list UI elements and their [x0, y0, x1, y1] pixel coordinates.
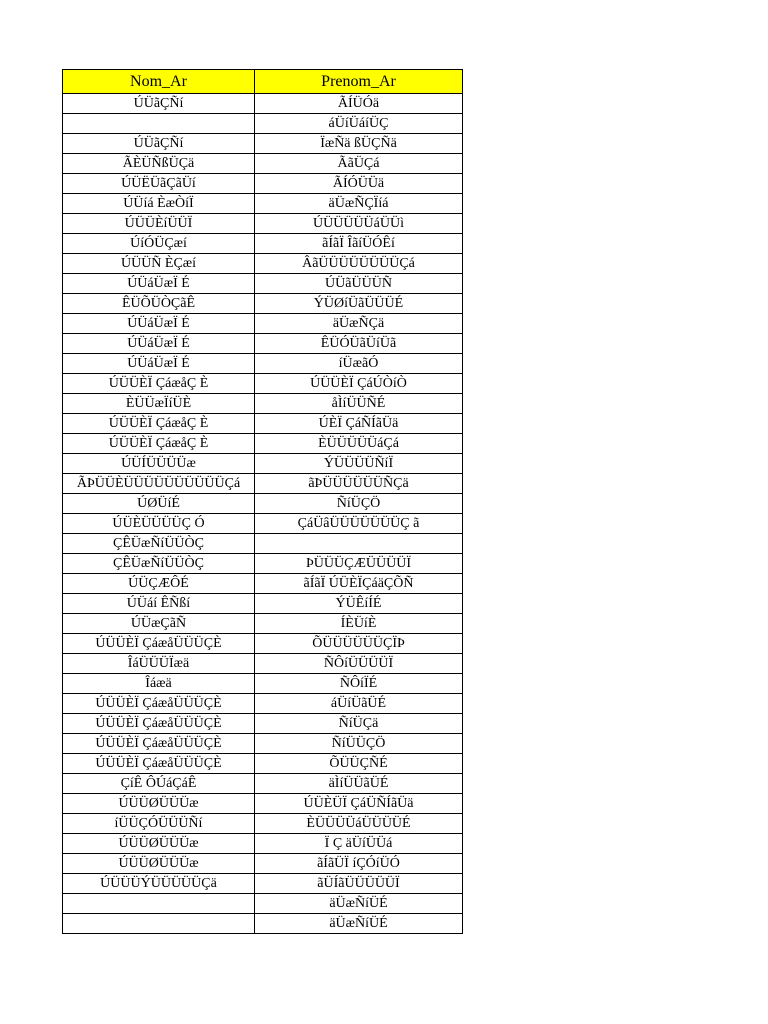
cell-nom: Îáæä	[63, 674, 255, 694]
cell-nom	[63, 894, 255, 914]
table-row	[63, 814, 463, 834]
cell-nom: ÚÜÜÈÏ ÇáæåÜÜÜÇÈ	[63, 714, 255, 734]
cell-nom: ÚÜáí ÊÑßí	[63, 594, 255, 614]
cell-nom: ÚÜáÜæÏ É	[63, 314, 255, 334]
table-row	[63, 454, 463, 474]
table-row	[63, 274, 463, 294]
table-row	[63, 534, 463, 554]
table-row	[63, 634, 463, 654]
cell-prenom: äÜæÑíÜÉ	[255, 894, 463, 914]
cell-nom: ÚÜÜÈÏ ÇáæåÇ È	[63, 374, 255, 394]
cell-nom: ÚÜÜÈÏ ÇáæåÜÜÜÇÈ	[63, 694, 255, 714]
cell-prenom	[255, 534, 463, 554]
cell-prenom: ÑíÜÜÇÖ	[255, 734, 463, 754]
cell-prenom: ÕÜÜÇÑÉ	[255, 754, 463, 774]
table-row	[63, 334, 463, 354]
cell-prenom: ãÍãÏ ÎãíÜÓÊí	[255, 234, 463, 254]
cell-prenom: ÚÜÈÜÏ ÇáÜÑÍãÜä	[255, 794, 463, 814]
cell-prenom: ÃÍÓÜÜä	[255, 174, 463, 194]
table-row	[63, 854, 463, 874]
cell-nom: ÚØÜíÉ	[63, 494, 255, 514]
cell-nom: ÚÜáÜæÏ É	[63, 334, 255, 354]
table-row	[63, 414, 463, 434]
cell-prenom: ÚÜÜÜÜÜáÜÜì	[255, 214, 463, 234]
cell-nom: ÚÜÜÈíÜÜÏ	[63, 214, 255, 234]
cell-nom: ÇÊÜæÑíÜÜÒÇ	[63, 534, 255, 554]
cell-prenom: ÍÈÜíÈ	[255, 614, 463, 634]
cell-prenom: åÌíÜÜÑÉ	[255, 394, 463, 414]
cell-prenom: ÃÍÜÓä	[255, 94, 463, 114]
table-row	[63, 694, 463, 714]
cell-prenom: ÚÈÏ ÇáÑÍãÜä	[255, 414, 463, 434]
table-row	[63, 834, 463, 854]
cell-nom: ÚÜÜÈÏ ÇáæåÇ È	[63, 434, 255, 454]
table-row	[63, 94, 463, 114]
column-header-nom: Nom_Ar	[63, 70, 255, 94]
cell-prenom: ÞÜÜÜÇÆÜÜÜÜÏ	[255, 554, 463, 574]
table-row	[63, 374, 463, 394]
data-table	[62, 69, 463, 934]
cell-nom: ÚÜãÇÑí	[63, 134, 255, 154]
cell-prenom: ÑíÜÇÖ	[255, 494, 463, 514]
cell-nom: ÚÜÜÈÏ ÇáæåÜÜÜÇÈ	[63, 634, 255, 654]
table-row	[63, 714, 463, 734]
cell-nom: ÚÜãÇÑí	[63, 94, 255, 114]
cell-nom: ÚÜÜØÜÜÜæ	[63, 854, 255, 874]
cell-prenom: äÜæÑÇÏíá	[255, 194, 463, 214]
cell-nom: ÚÜÜÈÏ ÇáæåÜÜÜÇÈ	[63, 754, 255, 774]
table-row	[63, 114, 463, 134]
cell-prenom: áÜíÜáíÜÇ	[255, 114, 463, 134]
cell-prenom: ÇáÜâÜÜÜÜÜÜÜÇ ã	[255, 514, 463, 534]
cell-prenom: ÃãÜÇá	[255, 154, 463, 174]
table-row	[63, 614, 463, 634]
cell-prenom: ÈÜÜÜÜáÜÜÜÜÉ	[255, 814, 463, 834]
cell-nom: ÚÜÜÈÏ ÇáæåÇ È	[63, 414, 255, 434]
cell-prenom: áÜíÜãÜÉ	[255, 694, 463, 714]
table-row	[63, 134, 463, 154]
cell-prenom: ãÍãÜÏ íÇÓíÜÓ	[255, 854, 463, 874]
cell-nom: ÃÈÜÑßÜÇä	[63, 154, 255, 174]
cell-prenom: íÜæãÓ	[255, 354, 463, 374]
cell-prenom: ÝÜØíÜãÜÜÜÉ	[255, 294, 463, 314]
cell-prenom: ÈÜÜÜÜÜáÇá	[255, 434, 463, 454]
table-row	[63, 494, 463, 514]
table-row	[63, 594, 463, 614]
table-row	[63, 554, 463, 574]
cell-prenom: ÏæÑä ßÜÇÑä	[255, 134, 463, 154]
cell-nom	[63, 914, 255, 934]
cell-prenom: ÝÜÜÜÜÑíÏ	[255, 454, 463, 474]
table-row	[63, 314, 463, 334]
cell-prenom: äÜæÑíÜÉ	[255, 914, 463, 934]
cell-prenom: ÝÜÊíÍÉ	[255, 594, 463, 614]
cell-prenom: ÚÜãÜÜÜÑ	[255, 274, 463, 294]
column-header-prenom: Prenom_Ar	[255, 70, 463, 94]
table-row	[63, 474, 463, 494]
cell-nom: ÚÜÇÆÔÉ	[63, 574, 255, 594]
table-row	[63, 394, 463, 414]
cell-prenom: ÊÜÓÜãÜíÜã	[255, 334, 463, 354]
cell-nom: ÚÜíá ÈæÒíÏ	[63, 194, 255, 214]
cell-nom: ÚÜáÜæÏ É	[63, 274, 255, 294]
cell-prenom: ÂãÜÜÜÜÜÜÜÜÇá	[255, 254, 463, 274]
table-row	[63, 234, 463, 254]
cell-nom: ÚíÓÜÇæí	[63, 234, 255, 254]
table-row	[63, 894, 463, 914]
table-row	[63, 514, 463, 534]
cell-prenom: ÑÔíÜÜÜÜÏ	[255, 654, 463, 674]
cell-nom: ÇíÊ ÔÚáÇáÊ	[63, 774, 255, 794]
cell-nom: ÚÜÜÜÝÜÜÜÜÜÇä	[63, 874, 255, 894]
table-row	[63, 674, 463, 694]
table-row	[63, 214, 463, 234]
table-row	[63, 174, 463, 194]
cell-nom: ÇÊÜæÑíÜÜÒÇ	[63, 554, 255, 574]
cell-nom: ÚÜáÜæÏ É	[63, 354, 255, 374]
cell-prenom: ÚÜÜÈÏ ÇáÚÒíÒ	[255, 374, 463, 394]
cell-nom: ÎáÜÜÜÏæä	[63, 654, 255, 674]
cell-prenom: äÜæÑÇä	[255, 314, 463, 334]
table-row	[63, 794, 463, 814]
cell-nom: ÈÜÜæÏíÜÈ	[63, 394, 255, 414]
table-row	[63, 434, 463, 454]
cell-prenom: ãÍãÏ ÚÜÈÏÇáäÇÕÑ	[255, 574, 463, 594]
cell-prenom: Ï Ç äÜíÜÜá	[255, 834, 463, 854]
table-body	[63, 94, 463, 934]
table-row	[63, 774, 463, 794]
cell-nom: ÚÜÜØÜÜÜæ	[63, 794, 255, 814]
table-row	[63, 914, 463, 934]
table-row	[63, 874, 463, 894]
table-row	[63, 654, 463, 674]
cell-nom: ÚÜËÜãÇãÜí	[63, 174, 255, 194]
cell-nom: ÚÜÜØÜÜÜæ	[63, 834, 255, 854]
cell-prenom: ãÞÜÜÜÜÜÜÑÇä	[255, 474, 463, 494]
cell-nom: íÜÜÇÓÜÜÜÑí	[63, 814, 255, 834]
table-row	[63, 734, 463, 754]
cell-nom: ÚÜÜÑ ÈÇæí	[63, 254, 255, 274]
cell-prenom: ÕÜÜÜÜÜÜÇÏÞ	[255, 634, 463, 654]
cell-nom: ÊÜÕÜÒÇãÊ	[63, 294, 255, 314]
cell-prenom: ÑÔíÏÉ	[255, 674, 463, 694]
cell-nom: ÃÞÜÜÈÜÜÜÜÜÜÜÜÜÜÇá	[63, 474, 255, 494]
table-row	[63, 154, 463, 174]
cell-nom	[63, 114, 255, 134]
header-row	[63, 70, 463, 94]
table-row	[63, 574, 463, 594]
cell-prenom: äÌíÜÜãÜÉ	[255, 774, 463, 794]
table-row	[63, 294, 463, 314]
cell-prenom: ãÜÍãÜÜÜÜÜÏ	[255, 874, 463, 894]
table-row	[63, 194, 463, 214]
cell-prenom: ÑíÜÇä	[255, 714, 463, 734]
cell-nom: ÚÜÈÜÜÜÜÇ Ó	[63, 514, 255, 534]
table-row	[63, 354, 463, 374]
cell-nom: ÚÜæÇãÑ	[63, 614, 255, 634]
cell-nom: ÚÜÍÜÜÜÜæ	[63, 454, 255, 474]
cell-nom: ÚÜÜÈÏ ÇáæåÜÜÜÇÈ	[63, 734, 255, 754]
table-row	[63, 254, 463, 274]
table-row	[63, 754, 463, 774]
